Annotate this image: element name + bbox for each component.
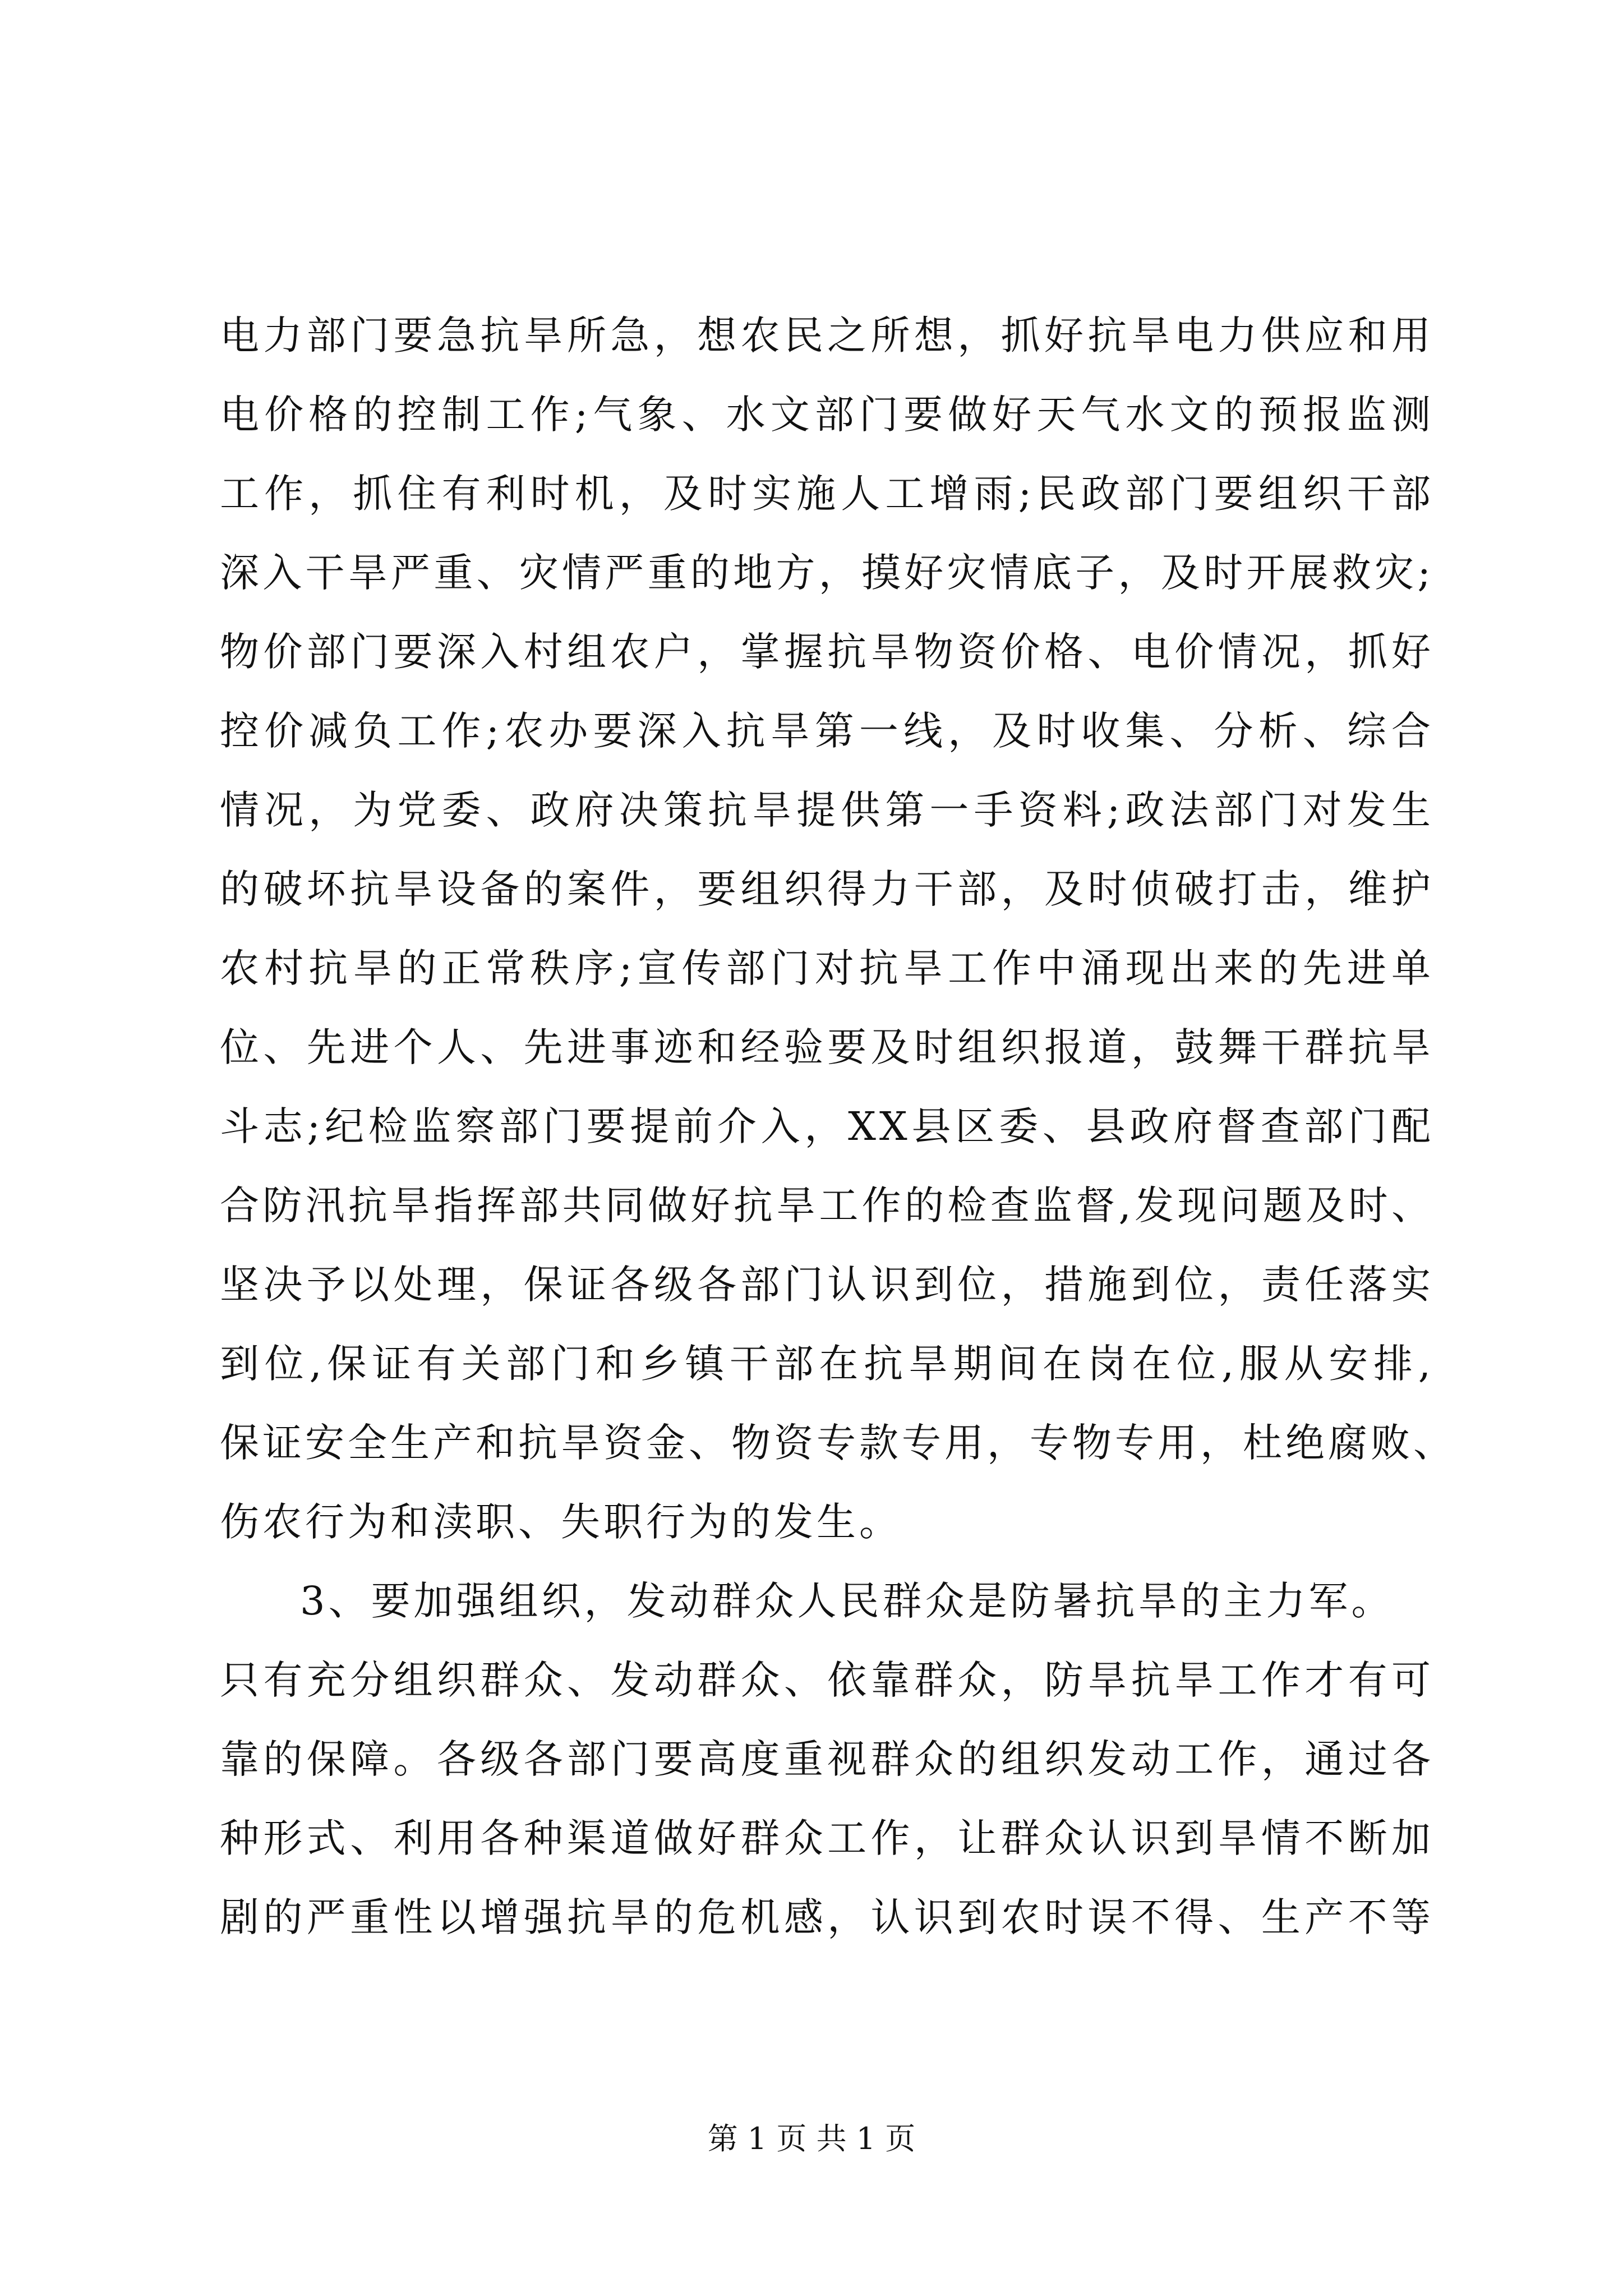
body-text (220, 296, 1456, 1957)
text-line-1: 电力部门要急抗旱所急，想农民之所想，抓好抗旱电力供应和用 (220, 312, 1434, 358)
text-line-6: 控价减负工作;农办要深入抗旱第一线，及时收集、分析、综合 (220, 708, 1434, 754)
text-line-16: 伤农行为和渎职、失职行为的发生。 (220, 1499, 902, 1545)
text-line-8: 的破坏抗旱设备的案件，要组织得力干部，及时侦破打击，维护 (220, 866, 1434, 912)
text-line-10: 位、先进个人、先进事迹和经验要及时组织报道，鼓舞干群抗旱 (220, 1024, 1434, 1070)
text-line-18: 只有充分组织群众、发动群众、依靠群众，防旱抗旱工作才有可 (220, 1657, 1434, 1703)
text-line-15: 保证安全生产和抗旱资金、物资专款专用，专物专用，杜绝腐败、 (220, 1420, 1456, 1466)
text-line-11: 斗志;纪检监察部门要提前介入，XX县区委、县政府督查部门配 (220, 1103, 1434, 1149)
text-line-17: 3、要加强组织，发动群众人民群众是防暑抗旱的主力军。 (300, 1578, 1394, 1624)
text-line-2: 电价格的控制工作;气象、水文部门要做好天气水文的预报监测 (220, 392, 1434, 438)
text-line-20: 种形式、利用各种渠道做好群众工作，让群众认识到旱情不断加 (220, 1815, 1434, 1861)
text-line-14: 到位,保证有关部门和乡镇干部在抗旱期间在岗在位,服从安排, (220, 1341, 1434, 1387)
text-line-9: 农村抗旱的正常秩序;宣传部门对抗旱工作中涌现出来的先进单 (220, 945, 1434, 991)
text-line-3: 工作，抓住有利时机，及时实施人工增雨;民政部门要组织干部 (220, 471, 1434, 517)
text-line-21: 剧的严重性以增强抗旱的危机感，认识到农时误不得、生产不等 (220, 1894, 1434, 1940)
text-line-12: 合防汛抗旱指挥部共同做好抗旱工作的检查监督,发现问题及时、 (220, 1182, 1434, 1228)
text-line-19: 靠的保障。各级各部门要高度重视群众的组织发动工作，通过各 (220, 1736, 1434, 1782)
page-footer: 第 1 页 共 1 页 (707, 2121, 916, 2156)
text-line-4: 深入干旱严重、灾情严重的地方，摸好灾情底子，及时开展救灾; (220, 550, 1434, 596)
text-line-13: 坚决予以处理，保证各级各部门认识到位，措施到位，责任落实 (220, 1262, 1434, 1308)
text-line-5: 物价部门要深入村组农户，掌握抗旱物资价格、电价情况，抓好 (220, 629, 1434, 675)
text-line-7: 情况，为党委、政府决策抗旱提供第一手资料;政法部门对发生 (220, 787, 1434, 833)
